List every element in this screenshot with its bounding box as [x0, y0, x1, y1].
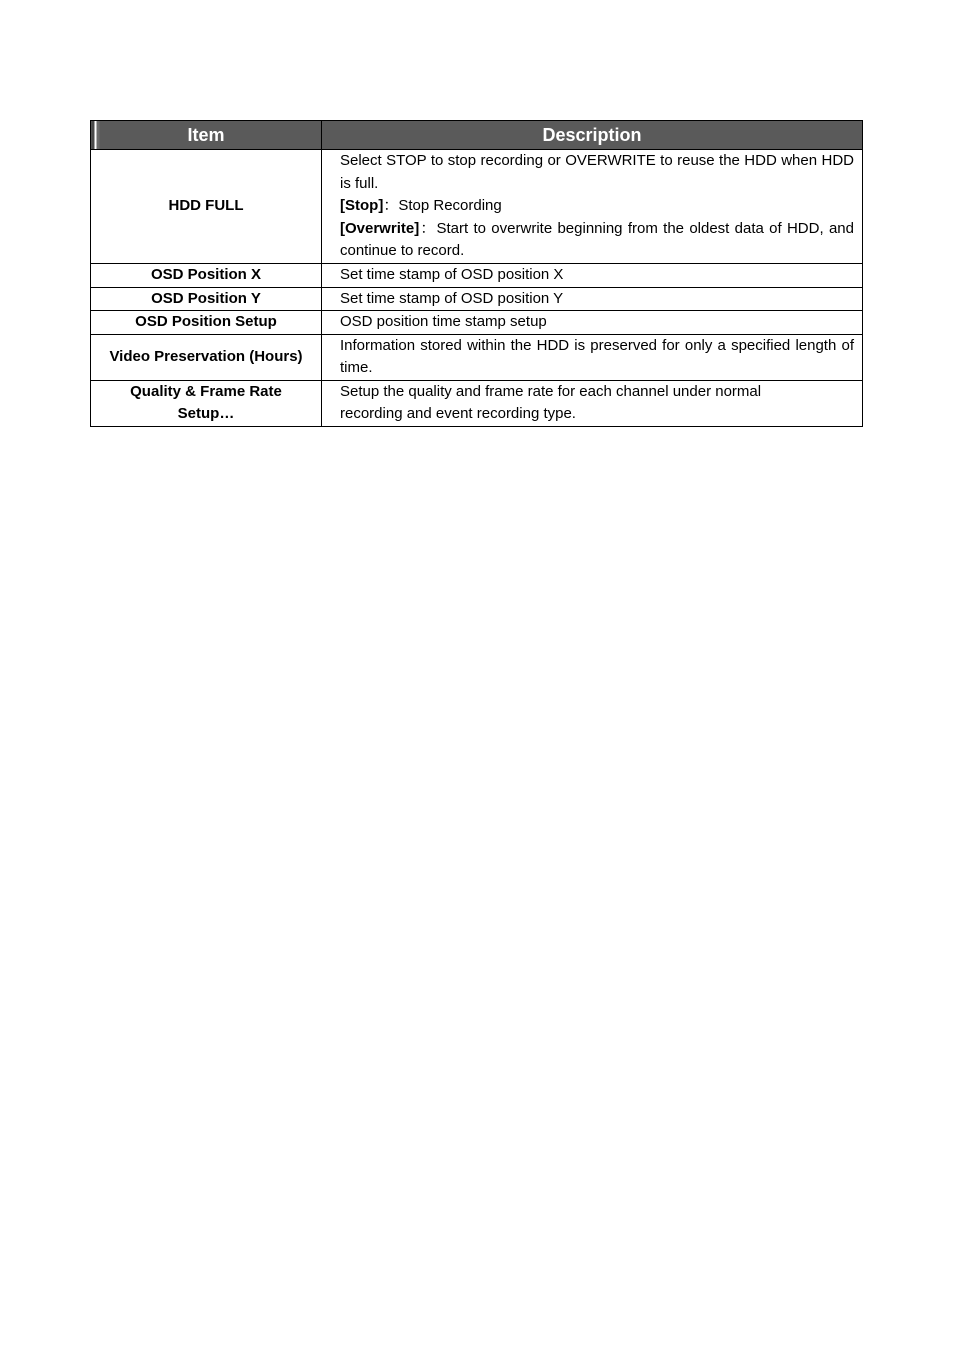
item-cell-quality-frame-rate: Quality & Frame Rate Setup… — [91, 380, 322, 426]
settings-table — [90, 120, 863, 427]
description-cell-quality-frame-rate: Setup the quality and frame rate for each channel under normal recording and event recording type. — [322, 380, 863, 426]
table-row-video-preservation — [91, 334, 863, 380]
overwrite-text: Start to overwrite beginning from the oldest data of HDD, and continue to record. — [340, 219, 854, 259]
overwrite-separator: ： — [419, 219, 437, 237]
item-cell-osd-position-x: OSD Position X — [91, 263, 322, 287]
stop-separator: ： — [383, 197, 399, 214]
item-cell-osd-position-setup: OSD Position Setup — [91, 311, 322, 335]
item-cell-hdd-full: HDD FULL — [91, 150, 322, 264]
table-header-row — [91, 121, 863, 150]
stop-label: [Stop] — [340, 197, 384, 214]
item-cell-osd-position-y: OSD Position Y — [91, 287, 322, 311]
table-row-quality-frame-rate — [91, 380, 863, 426]
item-cell-video-preservation: Video Preservation (Hours) — [91, 334, 322, 380]
overwrite-label: [Overwrite] — [340, 219, 420, 237]
stop-text: Stop Recording — [398, 197, 502, 214]
table-row-osd-position-setup — [91, 311, 863, 335]
description-cell-osd-position-setup: OSD position time stamp setup — [322, 311, 863, 335]
hdd-full-overwrite-line — [340, 218, 854, 263]
description-cell-video-preservation: Information stored within the HDD is preserved for only a specified length of time. — [322, 334, 863, 380]
description-cell-osd-position-x: Set time stamp of OSD position X — [322, 263, 863, 287]
column-header-description: Description — [322, 121, 863, 150]
description-cell-osd-position-y: Set time stamp of OSD position Y — [322, 287, 863, 311]
hdd-full-intro: Select STOP to stop recording or OVERWRITE to reuse the HDD when HDD is full. — [340, 152, 854, 192]
column-header-item: Item — [91, 121, 322, 150]
description-cell-hdd-full — [322, 150, 863, 264]
table-row-osd-position-x — [91, 263, 863, 287]
table-row-hdd-full — [91, 150, 863, 264]
table-row-osd-position-y — [91, 287, 863, 311]
hdd-full-stop-line — [340, 195, 854, 218]
